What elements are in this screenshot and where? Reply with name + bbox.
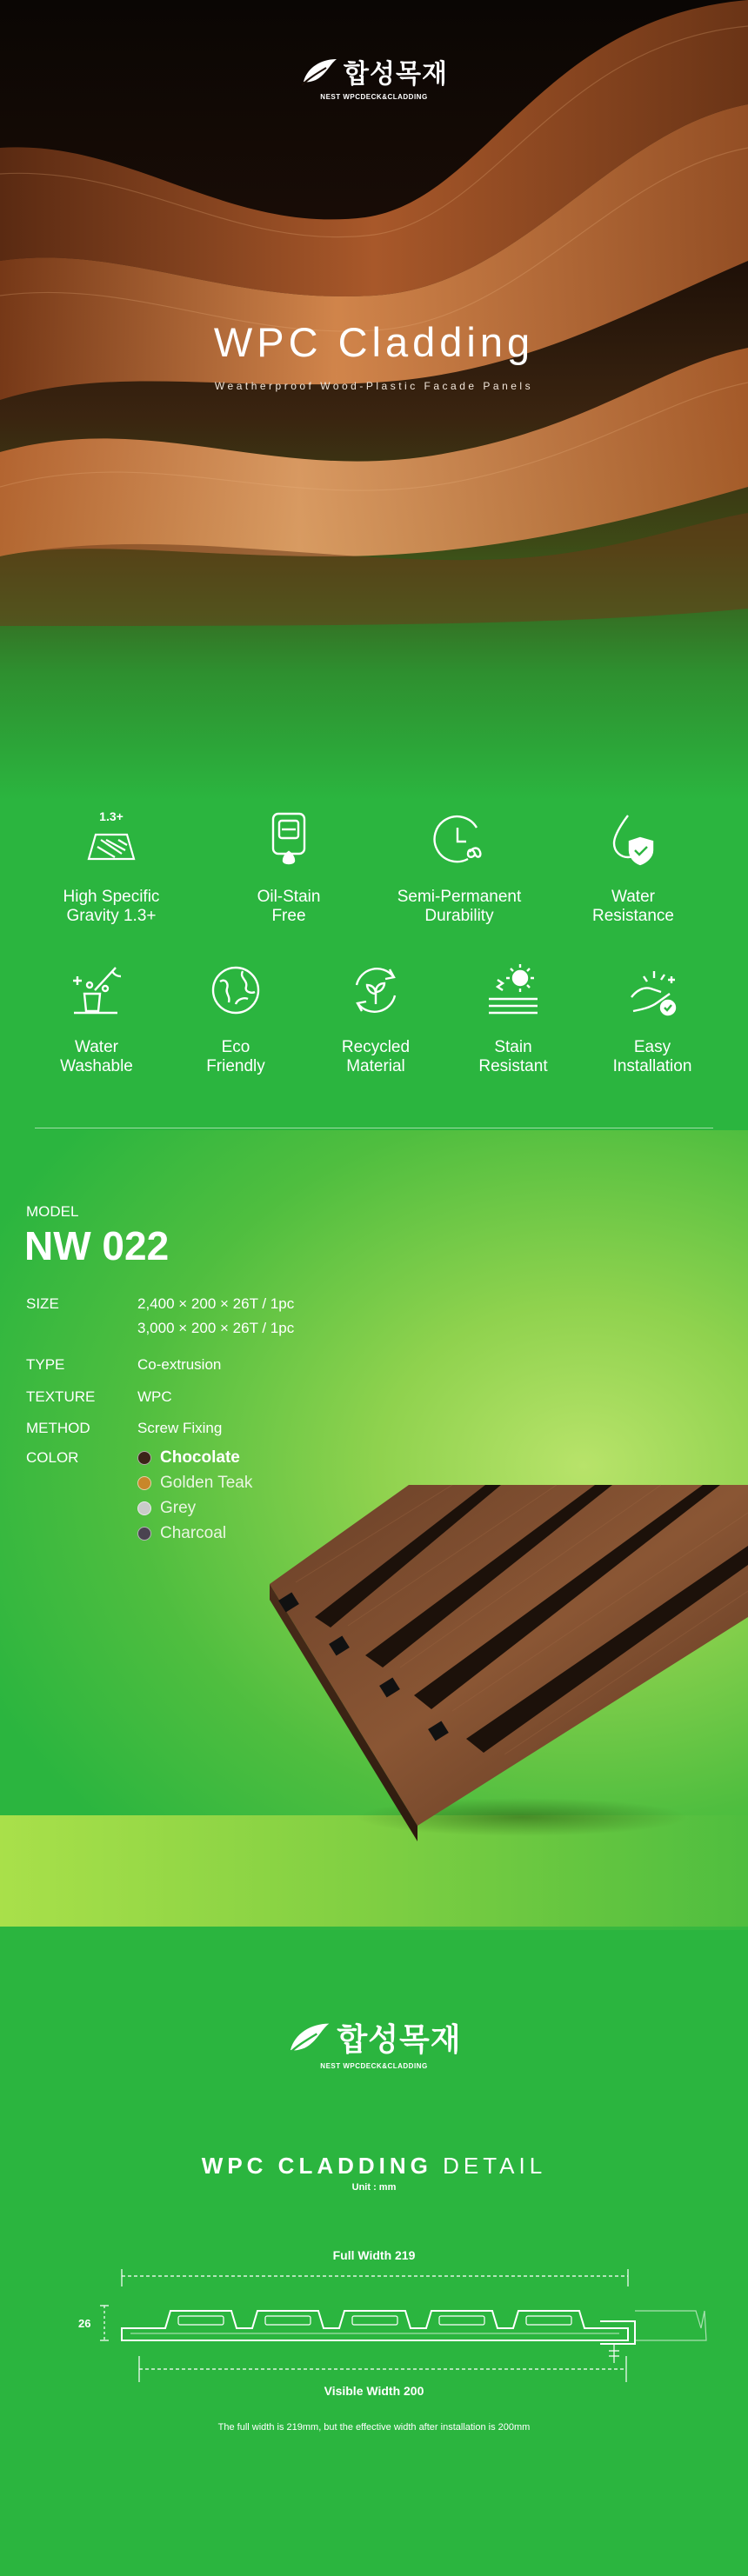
feature-label: Eco <box>221 1038 250 1056</box>
hands-install-icon <box>621 959 684 1022</box>
clock-infinity-icon <box>428 809 491 871</box>
brand-name-en: NEST WPCDECK&CLADDING <box>320 2061 428 2070</box>
feature-water-resistance <box>555 809 711 926</box>
spec-key: TYPE <box>26 1356 65 1373</box>
spec-key: TEXTURE <box>26 1388 96 1405</box>
brand-logo <box>0 52 748 101</box>
feature-label: Easy <box>633 1038 671 1056</box>
spec-key: METHOD <box>26 1420 90 1436</box>
thickness-label: 26 <box>78 2317 91 2330</box>
feature-stain-resistant <box>435 959 591 1076</box>
spec-key: COLOR <box>26 1449 79 1466</box>
feature-eco <box>157 959 314 1076</box>
brand-logo-detail <box>0 2015 748 2070</box>
color-swatch <box>137 1451 151 1465</box>
feature-label: High Specific <box>63 888 160 906</box>
spec-value: WPC <box>137 1388 172 1405</box>
brand-name-kr: 합성목재 <box>344 59 448 90</box>
color-swatch <box>137 1476 151 1490</box>
detail-title <box>0 2153 748 2180</box>
hero-title: WPC Cladding <box>213 319 535 365</box>
spec-value: Co-extrusion <box>137 1356 222 1373</box>
color-option-charcoal[interactable] <box>137 1524 226 1543</box>
feature-label: Free <box>271 907 306 925</box>
feature-label: Resistance <box>592 907 674 925</box>
feature-recycled <box>297 959 454 1076</box>
feature-durability <box>381 809 538 926</box>
color-name: Grey <box>160 1499 197 1517</box>
spec-value: 3,000 × 200 × 26T / 1pc <box>137 1320 295 1336</box>
spec-value: 2,400 × 200 × 26T / 1pc <box>137 1295 295 1312</box>
feature-oil-stain <box>210 809 367 926</box>
color-name: Chocolate <box>160 1448 240 1467</box>
feature-label: Water <box>611 888 655 906</box>
detail-unit: Unit : mm <box>351 2182 397 2193</box>
full-width-label: Full Width 219 <box>332 2248 416 2262</box>
feature-label: Gravity 1.3+ <box>66 907 157 925</box>
leaf-logo-icon <box>300 56 338 87</box>
feature-label: Semi-Permanent <box>397 888 522 906</box>
leaf-logo-icon <box>286 2020 331 2056</box>
color-name: Golden Teak <box>160 1474 253 1492</box>
water-shield-icon <box>602 809 665 871</box>
feature-label: Friendly <box>206 1057 265 1075</box>
feature-label: Oil-Stain <box>257 888 321 906</box>
feature-label: Installation <box>612 1057 692 1075</box>
color-option-grey[interactable] <box>137 1499 196 1518</box>
detail-title-light: DETAIL <box>443 2153 547 2179</box>
width-note: The full width is 219mm, but the effective width after installation is 200mm <box>217 2422 531 2433</box>
feature-label: Resistant <box>478 1057 548 1075</box>
brand-name-en: NEST WPCDECK&CLADDING <box>320 93 428 101</box>
model-label: MODEL <box>26 1203 79 1220</box>
hero-section <box>0 0 748 800</box>
feature-label: Washable <box>60 1057 133 1075</box>
feature-label: Durability <box>424 907 494 925</box>
feature-easy-install <box>574 959 731 1076</box>
profile-cross-section-diagram <box>0 2260 748 2391</box>
color-name: Charcoal <box>160 1524 227 1542</box>
feature-washable <box>18 959 175 1076</box>
hero-subtitle: Weatherproof Wood-Plastic Facade Panels <box>214 380 534 392</box>
visible-width-label: Visible Width 200 <box>324 2384 424 2398</box>
cladding-panel-image <box>261 1478 748 1843</box>
globe-leaf-icon <box>204 959 267 1022</box>
feature-gravity <box>33 809 190 926</box>
feature-label: Recycled <box>341 1038 411 1056</box>
color-swatch <box>137 1527 151 1541</box>
color-option-golden-teak[interactable] <box>137 1474 252 1493</box>
oil-stain-icon <box>257 809 320 871</box>
color-option-chocolate[interactable] <box>137 1448 240 1468</box>
feature-label: Water <box>75 1038 118 1056</box>
stain-sun-icon <box>482 959 544 1022</box>
spec-key: SIZE <box>26 1295 59 1312</box>
wood-waves-graphic <box>0 0 748 800</box>
detail-title-bold: WPC CLADDING <box>201 2153 432 2179</box>
color-swatch <box>137 1501 151 1515</box>
spec-value: Screw Fixing <box>137 1420 223 1436</box>
svg-text:1.3+: 1.3+ <box>99 809 124 823</box>
scale-weight-icon <box>80 809 143 871</box>
feature-label: Material <box>346 1057 405 1075</box>
feature-label: Stain <box>494 1038 532 1056</box>
recycle-sprout-icon <box>344 959 407 1022</box>
model-value: NW 022 <box>24 1223 170 1268</box>
brand-name-kr: 합성목재 <box>337 2022 462 2058</box>
washing-sparkle-icon <box>65 959 128 1022</box>
